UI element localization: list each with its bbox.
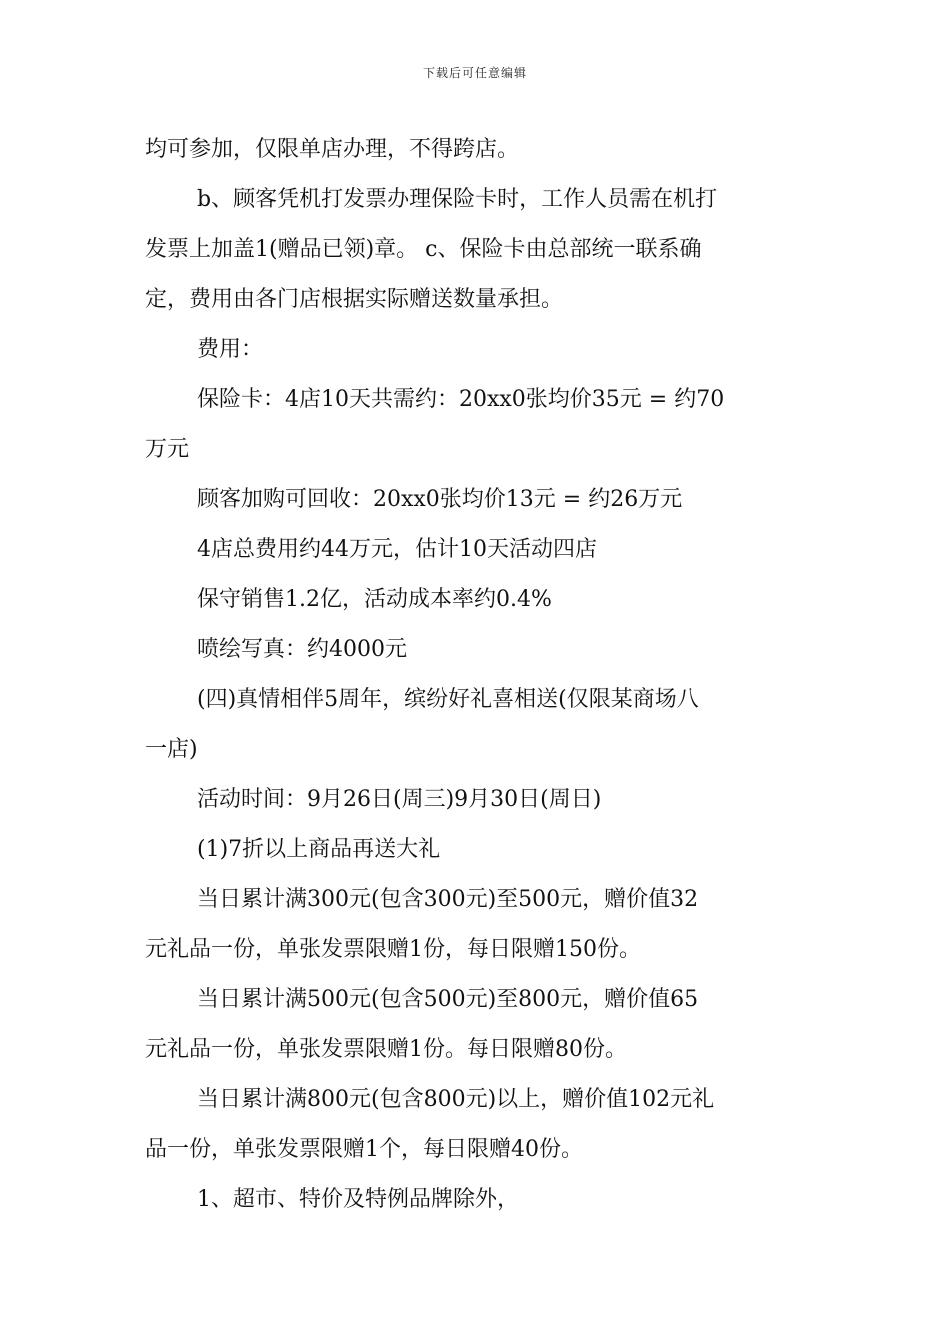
text-line: 顾客加购可回收：20xx0张均价13元 = 约26万元 [197, 487, 683, 512]
document-body [145, 125, 809, 1225]
text-line: 元礼品一份，单张发票限赠1份。每日限赠80份。 [145, 1037, 627, 1062]
text-line: (四)真情相伴5周年，缤纷好礼喜相送(仅限某商场八 [197, 687, 699, 712]
text-line: 当日累计满500元(包含500元)至800元，赠价值65 [197, 987, 699, 1012]
page-header: 下载后可任意编辑 [422, 66, 527, 80]
text-line: 1、超市、特价及特例品牌除外， [197, 1187, 519, 1212]
text-line: 保守销售1.2亿，活动成本率约0.4% [197, 587, 552, 612]
text-line: 保险卡：4店10天共需约：20xx0张均价35元 = 约70 [197, 387, 725, 412]
text-line: 喷绘写真：约4000元 [197, 637, 407, 662]
text-line: 万元 [145, 437, 190, 462]
text-line: (1)7折以上商品再送大礼 [197, 837, 441, 862]
text-line: 4店总费用约44万元，估计10天活动四店 [197, 537, 597, 562]
text-line: 费用： [197, 337, 264, 362]
text-line: 活动时间：9月26日(周三)9月30日(周日) [197, 787, 602, 812]
text-line: 品一份，单张发票限赠1个，每日限赠40份。 [145, 1137, 583, 1162]
text-line: 一店) [145, 737, 198, 762]
text-line: b、顾客凭机打发票办理保险卡时，工作人员需在机打 [197, 187, 718, 212]
text-line: 均可参加，仅限单店办理，不得跨店。 [145, 137, 520, 162]
text-line: 定，费用由各门店根据实际赠送数量承担。 [145, 287, 564, 312]
text-line: 当日累计满300元(包含300元)至500元，赠价值32 [197, 887, 699, 912]
text-line: 当日累计满800元(包含800元)以上，赠价值102元礼 [197, 1087, 715, 1112]
text-line: 发票上加盖1(赠品已领)章。 c、保险卡由总部统一联系确 [145, 237, 702, 262]
text-line: 元礼品一份，单张发票限赠1份，每日限赠150份。 [145, 937, 641, 962]
